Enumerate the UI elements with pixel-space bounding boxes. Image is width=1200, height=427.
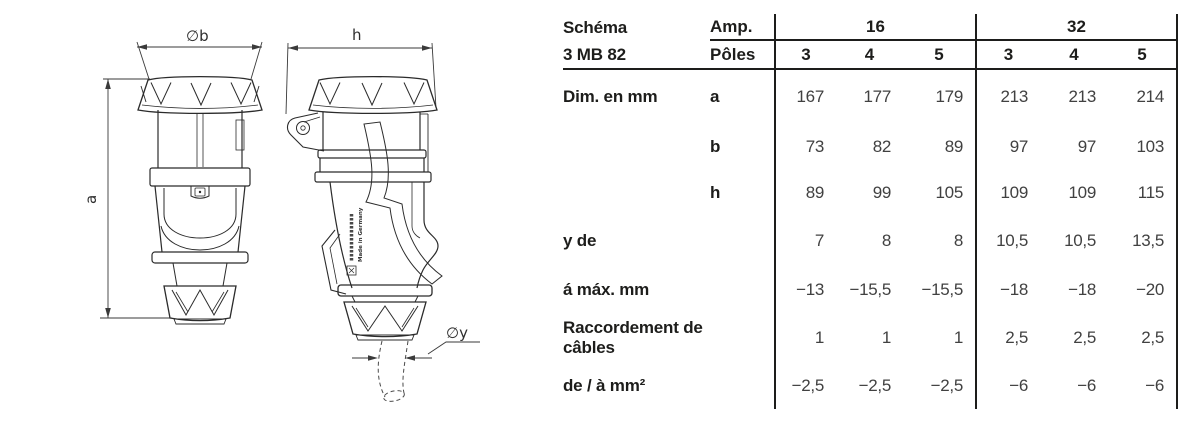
table-cell: −6	[1108, 362, 1178, 409]
row-sublabel	[710, 266, 774, 314]
table-cell: −18	[975, 266, 1040, 314]
collar-front	[152, 252, 248, 263]
table-cell: −6	[975, 362, 1040, 409]
row-label: Raccordement de câbles	[563, 318, 703, 357]
table-cell: 10,5	[975, 216, 1040, 266]
cable-gland-side	[338, 285, 432, 340]
dimension-b	[137, 27, 262, 79]
table-cell: −18	[1068, 280, 1096, 299]
arrowhead-icon	[422, 45, 432, 51]
poles-header: 5	[903, 41, 975, 70]
row-sublabel: a	[710, 87, 720, 106]
amp-group-32: 32	[975, 14, 1178, 41]
table-cell: 99	[872, 183, 891, 202]
row-label: á máx. mm	[563, 280, 650, 299]
technical-drawing	[0, 0, 560, 427]
table-cell: 8	[881, 231, 891, 250]
table-cell: 82	[872, 137, 891, 156]
row-label: y de	[563, 231, 597, 250]
row-sublabel	[710, 362, 774, 409]
poles-header: 4	[1040, 41, 1108, 70]
table-cell: 177	[863, 87, 891, 106]
poles-header: 5	[1108, 41, 1178, 70]
cable-dashed	[378, 341, 408, 403]
row-label: Dim. en mm	[563, 87, 658, 106]
table-cell: 103	[1108, 124, 1178, 170]
table-cell: 213	[1068, 87, 1096, 106]
cable-gland-front	[164, 286, 236, 324]
flange-front	[150, 168, 250, 198]
row-sublabel: h	[710, 183, 721, 202]
grip-front	[152, 186, 248, 286]
poles-header: 4	[836, 41, 903, 70]
row-label	[563, 124, 710, 170]
front-view	[82, 27, 262, 324]
table-cell: 8	[953, 231, 963, 250]
row-sublabel	[710, 314, 774, 362]
row-sublabel	[710, 216, 774, 266]
table-cell: 109	[1068, 183, 1096, 202]
table-cell: 89	[774, 170, 836, 216]
cap-knurled-front	[138, 77, 262, 114]
table-cell: 115	[1108, 170, 1178, 216]
poles-label: Pôles	[710, 41, 774, 70]
arrowhead-icon	[405, 355, 415, 360]
table-cell: 73	[774, 124, 836, 170]
table-cell: −20	[1108, 266, 1178, 314]
arrowhead-icon	[105, 308, 111, 318]
row-label: de / à mm²	[563, 375, 646, 395]
table-cell: 1	[881, 328, 891, 347]
table-cell: 2,5	[1108, 314, 1178, 362]
table-cell: 97	[1077, 137, 1096, 156]
table-cell: 1	[953, 328, 963, 347]
cap-knurled-side	[309, 77, 437, 114]
schema-value: 3 MB 82	[563, 41, 710, 70]
dim-label-h: h	[352, 26, 362, 44]
arrowhead-icon	[288, 45, 298, 51]
arrowhead-icon	[105, 79, 111, 89]
table-cell: −2,5	[774, 362, 836, 409]
row-label	[563, 170, 710, 216]
cover-latch	[288, 113, 324, 151]
table-cell: 97	[975, 124, 1040, 170]
dim-label-y: ∅y	[446, 324, 468, 342]
amp-label: Amp.	[710, 14, 774, 41]
schema-label: Schéma	[563, 17, 628, 37]
table-cell: −2,5	[858, 375, 891, 395]
imprint-made-in-germany: Made in Germany	[358, 207, 364, 262]
table-cell: 167	[774, 70, 836, 124]
table-cell: 105	[935, 183, 963, 202]
screw-dot	[199, 191, 201, 193]
side-view	[286, 26, 480, 403]
dimension-y	[352, 324, 480, 361]
amp-group-16: 16	[774, 14, 975, 41]
table-cell: 89	[944, 137, 963, 156]
handle-side	[322, 122, 442, 294]
spec-table	[563, 14, 1178, 409]
table-cell: −15,5	[921, 280, 963, 299]
table-cell: −2,5	[930, 375, 963, 395]
arrowhead-icon	[368, 355, 378, 360]
dim-label-b: ∅b	[186, 27, 209, 45]
table-cell: 213	[975, 70, 1040, 124]
table-cell: 10,5	[1064, 231, 1096, 250]
table-cell: 7	[774, 216, 836, 266]
table-cell: 214	[1108, 70, 1178, 124]
table-cell: −6	[1077, 375, 1096, 395]
body-front	[158, 110, 244, 168]
dim-label-a: a	[82, 194, 100, 204]
dimension-h	[286, 26, 436, 114]
table-cell: 109	[975, 170, 1040, 216]
table-cell: 2,5	[975, 314, 1040, 362]
table-cell: 1	[774, 314, 836, 362]
table-cell: −13	[774, 266, 836, 314]
row-sublabel: b	[710, 137, 721, 156]
poles-header: 3	[975, 41, 1040, 70]
table-cell: 13,5	[1108, 216, 1178, 266]
table-cell: −15,5	[849, 280, 891, 299]
table-cell: 179	[935, 87, 963, 106]
table-cell: 2,5	[1073, 328, 1096, 347]
poles-header: 3	[774, 41, 836, 70]
